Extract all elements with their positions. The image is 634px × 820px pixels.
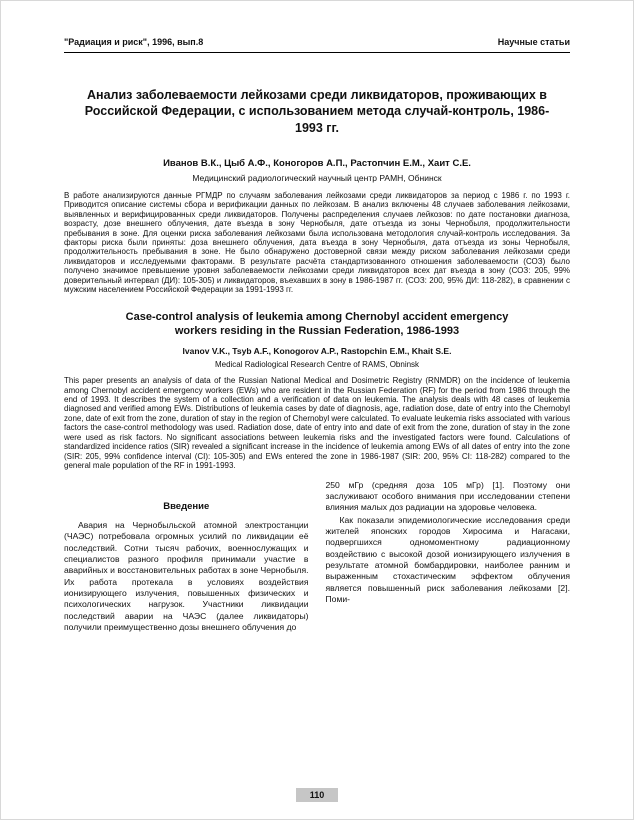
abstract-ru: В работе анализируются данные РГМДР по случаям заболевания лейкозами среди ликвидаторов за период с 1986 г. по 1993 г. Приводится описание системы сбора и верификации данных по лейкозам. В анализ включены 48 случаев заболевания лейкозами, выявленных и верифицированных среди ликвидаторов. Получены распределения случаев лейкозов: по дате постановки диагноза, возрасту, дозе внешнего облучения, дате въезда в зону Чернобыля, дате отъезда из зоны Чернобыля, продолжительности пребывания в зоне. Для оценки риска заболевания лейкозами была использована методология случай-контроль исследования. За факторы риска были приняты: доза внешнего облучения, дата въезда в зону Чернобыля, дата отъезда из зоны Чернобыля, продолжительность пребывания в зоне. Не было обнаружено достоверной связи между риском заболевания лейкозами среди ликвидаторов и исследуемыми факторами. В результате расчёта стандартизованного отношения заболеваемости (СОЗ) было получено значимое превышение уровня заболеваемости лейкозами среди ликвидаторов всех дат въезда в зону (СОЗ: 205, 99% доверительный интервал (ДИ): 105-305) и ликвидаторов, въехавших в зону в 1986-1987 гг. (СОЗ: 200, 95% ДИ: 118-282), в сравнении с мужским населением Российской Федерации за 1991-1993 гг.	[64, 190, 570, 295]
section-label: Научные статьи	[497, 37, 570, 47]
affiliation-en: Medical Radiological Research Centre of RAMS, Obninsk	[214, 360, 420, 370]
journal-header	[64, 37, 570, 47]
body-columns	[64, 480, 570, 634]
column-left	[64, 480, 309, 634]
section-heading-introduction: Введение	[163, 500, 210, 512]
authors-en: Ivanov V.K., Tsyb A.F., Konogorov A.P., Rastopchin E.M., Khait S.E.	[182, 346, 452, 357]
page-footer	[1, 785, 633, 803]
paragraph-intro-right-2: Как показали эпидемиологические исследования среди жителей японских городов Хиросима и Нагасаки, подвергшихся одномоментному радиационному воздействию с высокой дозой ионизирующего излучения в результате атомной бомбардировки, наиболее ранним и выраженным стохастическим эффектом облучения является повышенный риск заболевания лейкозами [2]. Поми-	[325, 514, 570, 604]
page-number: 110	[296, 788, 339, 802]
affiliation-ru: Медицинский радиологический научный центр РАМН, Обнинск	[192, 172, 442, 183]
authors-ru: Иванов В.К., Цыб А.Ф., Коногоров А.П., Растопчин Е.М., Хаит С.Е.	[163, 157, 471, 169]
journal-title: "Радиация и риск", 1996, вып.8	[64, 37, 204, 47]
paragraph-intro-right-1: 250 мГр (средняя доза 105 мГр) [1]. Поэтому они заслуживают особого внимания при исследовании степени влияния малых доз радиации на здоровье человека.	[325, 479, 570, 513]
article-title-ru: Анализ заболеваемости лейкозами среди ликвидаторов, проживающих в Российской Федерации, с использованием метода случай-контроль, 1986-1993 гг.	[84, 88, 550, 135]
header-divider	[64, 52, 570, 53]
abstract-en: This paper presents an analysis of data of the Russian National Medical and Dosimetric Registry (RNMDR) on the incidence of leukemia among Chernobyl accident emergency workers (EWs) who are resident in the Russian Federation (RF) for the period from 1986 through the end of 1993. It describes the system of a collection and a verification of data on leukemia. The analysis deals with 48 cases of leukemia diagnosed and verified among EWs. Distributions of leukemia cases by date of diagnosis, age, radiation dose, date of entry into the Chernobyl zone, date of exit from the zone, duration of stay in the region of Chernobyl were calculated. To evaluate leukemia risks associated with various factors the case-control methodology was used. Radiation dose, date of entry into and date of exit from the zone, duration of stay in the zone were used as risk factors. No significant associations between leukemia risks and the investigated factors were found. Calculations of standardized incidence ratios (SIR) revealed a significant increase in the incidence of leukemia among EWs of all dates of entry into the zone (SIR: 205, 99% confidence interval (CI): 105-305) and EWs entered the zone in 1986-1987 (SIR: 200, 95% CI: 118-282) compared to the general male population of the RF in 1991-1993.	[64, 376, 570, 471]
article-title-en: Case-control analysis of leukemia among Chernobyl accident emergency workers residing in the Russian Federation, 1986-1993	[125, 310, 509, 337]
paragraph-intro-left: Авария на Чернобыльской атомной электростанции (ЧАЭС) потребовала огромных усилий по ликвидации её последствий. Сотни тысяч рабочих, военнослужащих и специалистов разного профиля принимали участие в аварийных и восстановительных работах в зоне Чернобыля. Их работа протекала в условиях воздействия ионизирующего излучения, повышенных физических и психологических нагрузок. Участники ликвидации последствий аварии на ЧАЭС (далее ликвидаторы) получили преимущественно дозы внешнего облучения до	[64, 520, 309, 633]
column-right	[326, 480, 571, 634]
